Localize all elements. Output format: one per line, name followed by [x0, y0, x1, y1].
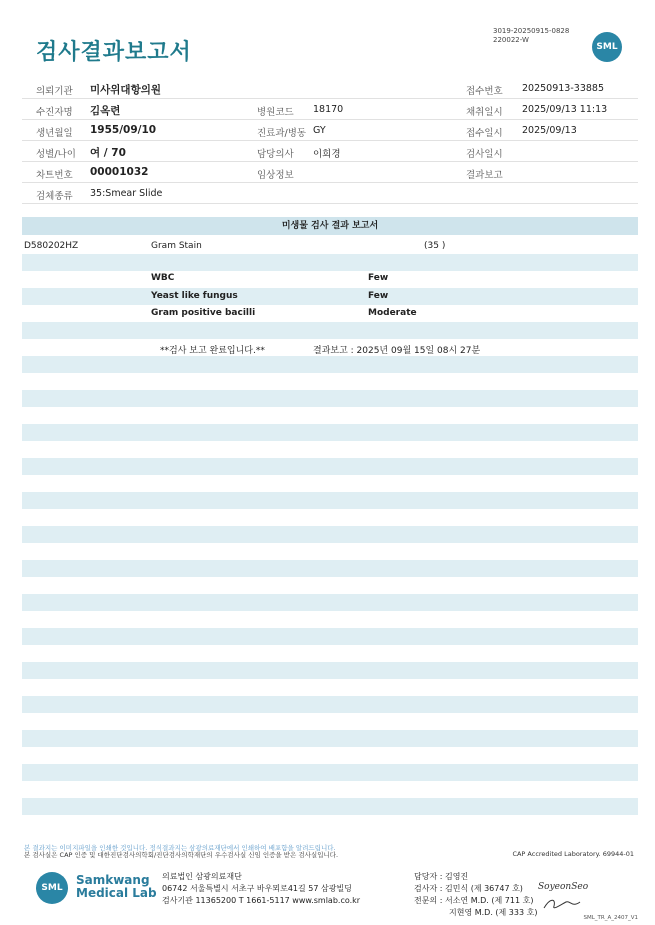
info-row: 차트번호 00001032 임상정보 결과보고 [22, 162, 638, 183]
result-heading: 미생물 검사 결과 보고서 [22, 217, 638, 235]
stripe-band [22, 288, 638, 305]
info-row: 검체종류 35:Smear Slide [22, 183, 638, 204]
stripe-band [22, 696, 638, 713]
stripe-band [22, 560, 638, 577]
stripe-band [22, 424, 638, 441]
lab-address: 의료법인 삼광의료재단 06742 서울특별시 서초구 바우뫼로41길 57 삼광빌딩 검사기관 11365200 T 1661-5117 www.smlab.co.kr [162, 872, 361, 905]
result-item-name: WBC [151, 273, 175, 283]
stripe-band [22, 526, 638, 543]
result-item-name: Gram positive bacilli [151, 308, 256, 318]
result-item-value: Few [368, 273, 389, 283]
test-code: D580202HZ [24, 241, 79, 251]
specimen-count: (35 ) [424, 241, 446, 251]
stripe-band [22, 594, 638, 611]
brand-name: Samkwang Medical Lab [76, 873, 157, 900]
result-item-value: Few [368, 291, 389, 301]
info-row: 생년월일 1955/09/10 진료과/병동 GY 접수일시 2025/09/13 [22, 120, 638, 141]
signature-scribble [542, 896, 582, 912]
stripe-band [22, 254, 638, 271]
info-row: 성별/나이 여 / 70 담당의사 이희경 검사일시 [22, 141, 638, 162]
accreditation-notice: 본 검사실은 CAP 인증 및 대한진단검사의학회/진단검사의학재단의 우수검사실 신임 인증을 받은 검사실입니다. [24, 851, 339, 859]
stripe-band [22, 730, 638, 747]
page-title: 검사결과보고서 [36, 40, 192, 65]
stripe-band [22, 356, 638, 373]
result-item-value: Moderate [368, 308, 417, 318]
report-time: 결과보고 : 2025년 09월 15일 08시 27분 [313, 346, 481, 356]
test-name: Gram Stain [151, 241, 202, 251]
info-row: 수진자명 김옥련 병원코드 18170 채취일시 2025/09/13 11:13 [22, 99, 638, 120]
sml-logo: SML [592, 32, 622, 62]
result-item-name: Yeast like fungus [151, 291, 238, 301]
report-complete-note: **검사 보고 완료입니다.** [160, 346, 265, 356]
image-notice: 본 결과지는 이미지파일을 인쇄한 것입니다. 정식결과지는 삼광의료재단에서 인쇄하여 배포함을 알려드립니다. [24, 844, 336, 852]
stripe-band [22, 390, 638, 407]
stripe-band [22, 322, 638, 339]
info-row: 의뢰기관 미사위대항의원 접수번호 20250913-33885 [22, 78, 638, 99]
signature: SoyeonSeo [538, 882, 589, 892]
stripe-band [22, 458, 638, 475]
sml-footer-logo: SML [36, 872, 68, 904]
stripe-band [22, 798, 638, 815]
cap-number: CAP Accredited Laboratory. 69944-01 [512, 850, 634, 858]
stripe-band [22, 764, 638, 781]
staff-list: 담당자 : 김영진 검사자 : 김민식 (제 36747 호) 전문의 : 서소연 M.D. (제 711 호) 지현영 M.D. (제 333 호) [414, 872, 538, 917]
form-code: SML_TR_A_2407_V1 [583, 915, 638, 921]
stripe-band [22, 628, 638, 645]
document-number: 3019-20250915-0828 220022-W [493, 27, 570, 44]
stripe-band [22, 662, 638, 679]
stripe-band [22, 492, 638, 509]
